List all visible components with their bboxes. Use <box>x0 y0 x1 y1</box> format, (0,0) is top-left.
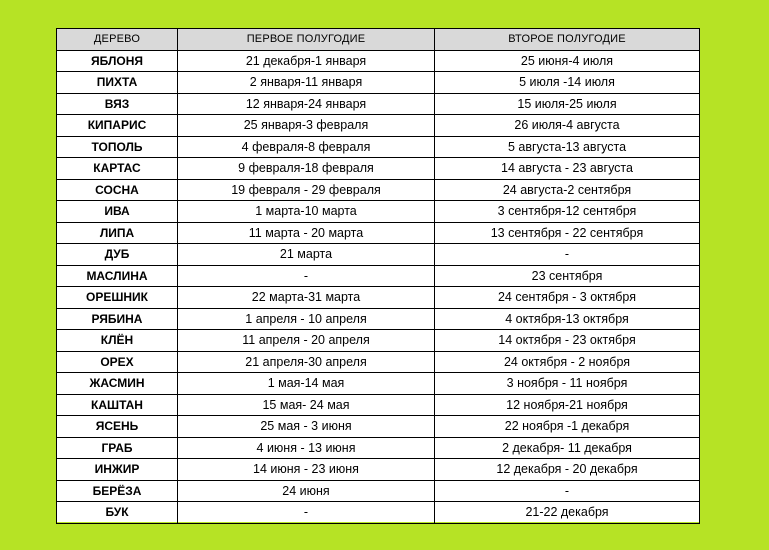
table-row <box>57 502 700 524</box>
tree-name-cell: ВЯЗ <box>57 93 178 115</box>
second-half-period-cell: 5 августа-13 августа <box>435 136 700 158</box>
second-half-period-cell: 23 сентября <box>435 265 700 287</box>
first-half-period-cell: 24 июня <box>178 480 435 502</box>
header-row <box>57 29 700 51</box>
header-first-half: ПЕРВОЕ ПОЛУГОДИЕ <box>178 29 435 51</box>
second-half-period-cell: 24 сентября - 3 октября <box>435 287 700 309</box>
first-half-period-cell: 25 января-3 февраля <box>178 115 435 137</box>
tree-name-cell: БУК <box>57 502 178 524</box>
second-half-period-cell: 21-22 декабря <box>435 502 700 524</box>
second-half-period-cell: 12 декабря - 20 декабря <box>435 459 700 481</box>
table-row <box>57 308 700 330</box>
table-row <box>57 244 700 266</box>
tree-calendar-sheet <box>56 28 699 522</box>
second-half-period-cell: 13 сентября - 22 сентября <box>435 222 700 244</box>
first-half-period-cell: 11 апреля - 20 апреля <box>178 330 435 352</box>
second-half-period-cell: 26 июля-4 августа <box>435 115 700 137</box>
first-half-period-cell: 12 января-24 января <box>178 93 435 115</box>
first-half-period-cell: 9 февраля-18 февраля <box>178 158 435 180</box>
first-half-period-cell: 21 апреля-30 апреля <box>178 351 435 373</box>
tree-name-cell: ИВА <box>57 201 178 223</box>
table-row <box>57 416 700 438</box>
tree-name-cell: БЕРЁЗА <box>57 480 178 502</box>
table-row <box>57 158 700 180</box>
table-row <box>57 50 700 72</box>
tree-name-cell: ИНЖИР <box>57 459 178 481</box>
second-half-period-cell: 12 ноября-21 ноября <box>435 394 700 416</box>
table-row <box>57 93 700 115</box>
table-row <box>57 480 700 502</box>
table-row <box>57 136 700 158</box>
table-row <box>57 394 700 416</box>
second-half-period-cell: 14 августа - 23 августа <box>435 158 700 180</box>
second-half-period-cell: - <box>435 480 700 502</box>
second-half-period-cell: 25 июня-4 июля <box>435 50 700 72</box>
second-half-period-cell: 22 ноября -1 декабря <box>435 416 700 438</box>
second-half-period-cell: 4 октября-13 октября <box>435 308 700 330</box>
tree-name-cell: РЯБИНА <box>57 308 178 330</box>
tree-name-cell: КАРТАС <box>57 158 178 180</box>
table-row <box>57 351 700 373</box>
first-half-period-cell: 1 мая-14 мая <box>178 373 435 395</box>
tree-name-cell: МАСЛИНА <box>57 265 178 287</box>
second-half-period-cell: 3 ноября - 11 ноября <box>435 373 700 395</box>
second-half-period-cell: - <box>435 244 700 266</box>
tree-name-cell: КАШТАН <box>57 394 178 416</box>
tree-name-cell: ЯСЕНЬ <box>57 416 178 438</box>
table-row <box>57 222 700 244</box>
table-row <box>57 330 700 352</box>
tree-name-cell: СОСНА <box>57 179 178 201</box>
table-row <box>57 265 700 287</box>
tree-name-cell: КИПАРИС <box>57 115 178 137</box>
tree-name-cell: ДУБ <box>57 244 178 266</box>
first-half-period-cell: 19 февраля - 29 февраля <box>178 179 435 201</box>
second-half-period-cell: 14 октября - 23 октября <box>435 330 700 352</box>
first-half-period-cell: 1 марта-10 марта <box>178 201 435 223</box>
tree-name-cell: КЛЁН <box>57 330 178 352</box>
tree-name-cell: ЖАСМИН <box>57 373 178 395</box>
header-second-half: ВТОРОЕ ПОЛУГОДИЕ <box>435 29 700 51</box>
tree-name-cell: ПИХТА <box>57 72 178 94</box>
first-half-period-cell: 2 января-11 января <box>178 72 435 94</box>
table-row <box>57 287 700 309</box>
second-half-period-cell: 3 сентября-12 сентября <box>435 201 700 223</box>
first-half-period-cell: - <box>178 502 435 524</box>
table-row <box>57 201 700 223</box>
tree-name-cell: ОРЕШНИК <box>57 287 178 309</box>
tree-name-cell: ТОПОЛЬ <box>57 136 178 158</box>
first-half-period-cell: 15 мая- 24 мая <box>178 394 435 416</box>
first-half-period-cell: 14 июня - 23 июня <box>178 459 435 481</box>
first-half-period-cell: - <box>178 265 435 287</box>
first-half-period-cell: 4 февраля-8 февраля <box>178 136 435 158</box>
second-half-period-cell: 24 августа-2 сентября <box>435 179 700 201</box>
table-row <box>57 72 700 94</box>
first-half-period-cell: 21 декабря-1 января <box>178 50 435 72</box>
table-row <box>57 373 700 395</box>
second-half-period-cell: 2 декабря- 11 декабря <box>435 437 700 459</box>
second-half-period-cell: 5 июля -14 июля <box>435 72 700 94</box>
tree-name-cell: ЛИПА <box>57 222 178 244</box>
table-row <box>57 459 700 481</box>
table-row <box>57 437 700 459</box>
first-half-period-cell: 22 марта-31 марта <box>178 287 435 309</box>
first-half-period-cell: 25 мая - 3 июня <box>178 416 435 438</box>
table-row <box>57 115 700 137</box>
first-half-period-cell: 4 июня - 13 июня <box>178 437 435 459</box>
first-half-period-cell: 21 марта <box>178 244 435 266</box>
second-half-period-cell: 24 октября - 2 ноября <box>435 351 700 373</box>
tree-calendar-table <box>56 28 700 524</box>
first-half-period-cell: 11 марта - 20 марта <box>178 222 435 244</box>
second-half-period-cell: 15 июля-25 июля <box>435 93 700 115</box>
tree-name-cell: ГРАБ <box>57 437 178 459</box>
first-half-period-cell: 1 апреля - 10 апреля <box>178 308 435 330</box>
tree-name-cell: ЯБЛОНЯ <box>57 50 178 72</box>
header-tree: ДЕРЕВО <box>57 29 178 51</box>
table-body <box>57 50 700 523</box>
table-row <box>57 179 700 201</box>
tree-name-cell: ОРЕХ <box>57 351 178 373</box>
